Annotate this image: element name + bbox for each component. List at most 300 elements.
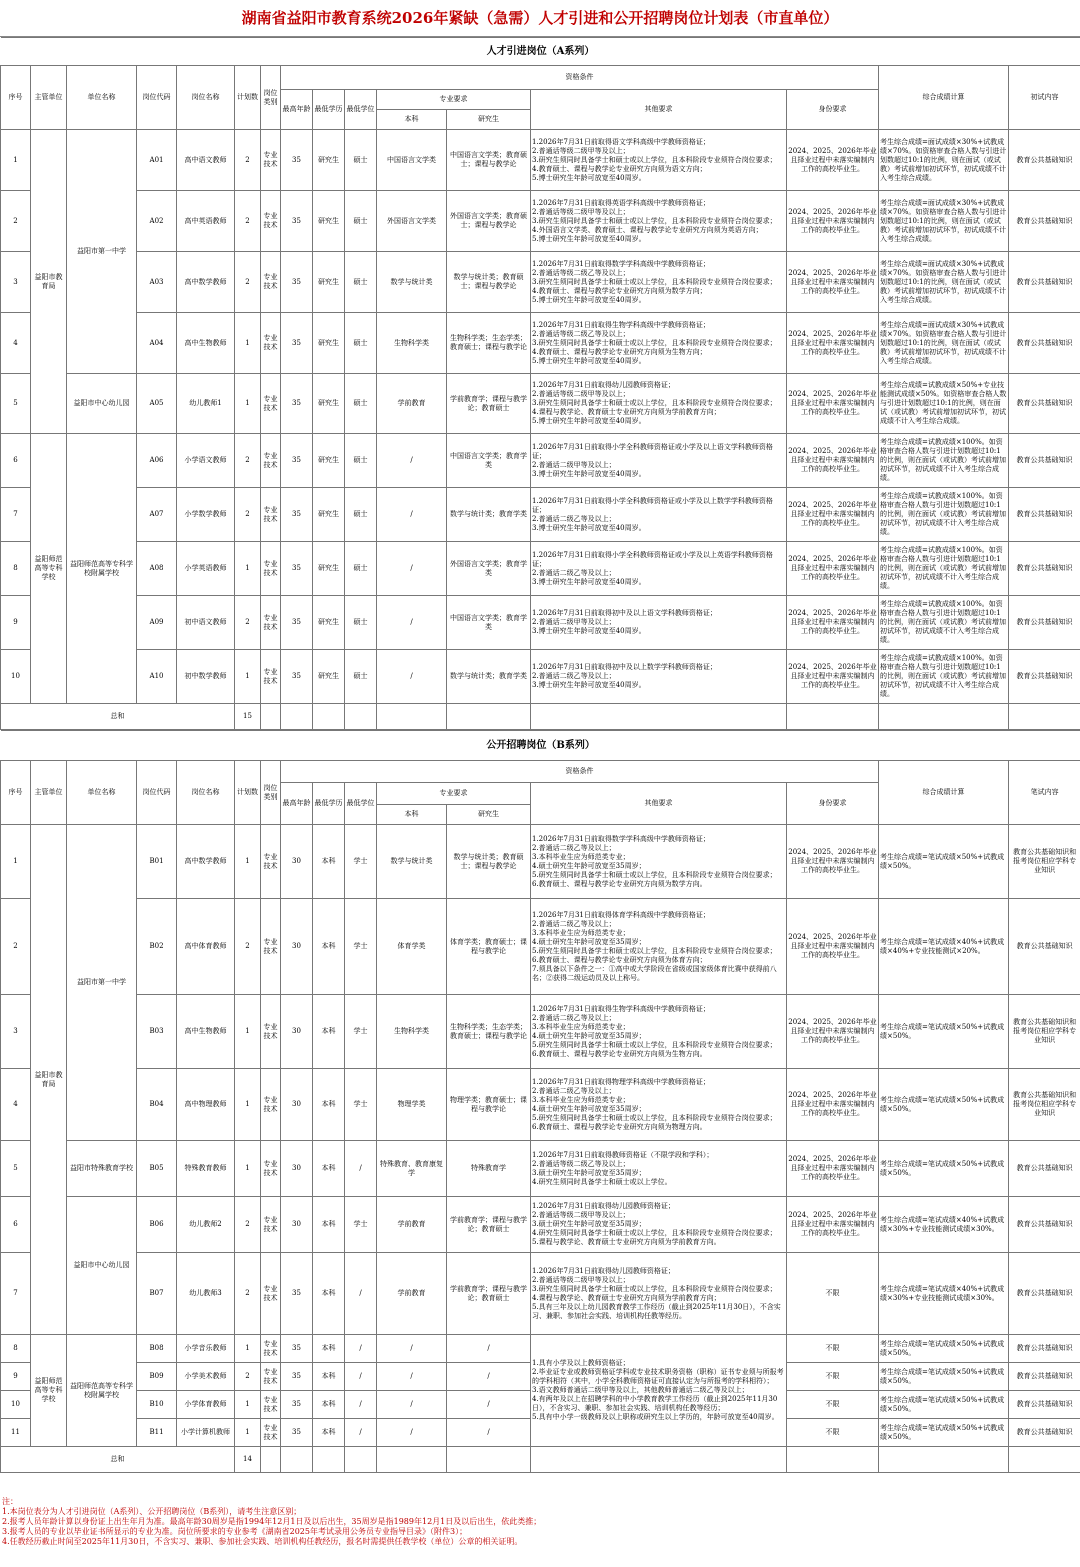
col-score: 综合成绩计算 <box>879 66 1009 130</box>
cell-score: 考生综合成绩=试教成绩×100%。如资格审查合格人数与引进计划数超过10:1的比例，则在面试（或试教）考试前增加初试环节，初试成绩不计入考生综合成绩。 <box>879 596 1009 650</box>
cell-bachelor: / <box>377 488 447 542</box>
cell-seq: 1 <box>1 825 31 899</box>
cell-type: 专业技术 <box>261 1253 281 1335</box>
cell-seq: 5 <box>1 1141 31 1197</box>
cell-identity: 2024、2025、2026年毕业且择业过程中未落实编制内工作的高校毕业生。 <box>787 488 879 542</box>
cell-grad: 物理学类；教育硕士；课程与教学论 <box>447 1069 531 1141</box>
cell-age: 30 <box>281 1069 313 1141</box>
cell-age: 35 <box>281 252 313 313</box>
col-name: 岗位名称 <box>177 66 235 130</box>
cell-unit: 益阳师范高等专科学校附属学校 <box>67 1335 137 1447</box>
table-row <box>1 191 1080 252</box>
cell-name: 幼儿教师3 <box>177 1253 235 1335</box>
cell-identity: 2024、2025、2026年毕业且择业过程中未落实编制内工作的高校毕业生。 <box>787 995 879 1069</box>
cell-score: 考生综合成绩=试教成绩×100%。如资格审查合格人数与引进计划数超过10:1的比例，则在面试（或试教）考试前增加初试环节，初试成绩不计入考生综合成绩。 <box>879 650 1009 704</box>
col-identity: 身份要求 <box>787 783 879 825</box>
cell-type: 专业技术 <box>261 596 281 650</box>
cell-name: 小学音乐教师 <box>177 1335 235 1363</box>
cell-score: 考生综合成绩=笔试成绩×40%+试教成绩×30%+专业技能测试成绩×30%。 <box>879 1253 1009 1335</box>
cell-other: 1.2026年7月31日前取得教师资格证（不限学段和学科）； 2.普通话等级二级乙等及以上； 3.硕士研究生年龄可放宽至35周岁； 4.研究生须同时具备学士和硕士或以上学位。 <box>531 1141 787 1197</box>
cell-unit: 益阳市中心幼儿园 <box>67 374 137 434</box>
cell-score: 考生综合成绩=面试成绩×30%+试教成绩×70%。如资格审查合格人数与引进计划数超过10:1的比例，则在面试（或试教）考试前增加初试环节，初试成绩不计入考生综合成绩。 <box>879 130 1009 191</box>
cell-identity: 2024、2025、2026年毕业且择业过程中未落实编制内工作的高校毕业生。 <box>787 1069 879 1141</box>
cell-name: 高中语文教师 <box>177 130 235 191</box>
cell-dept: 益阳师范高等专科学校 <box>31 434 67 704</box>
cell-grad: 数学与统计类；教育硕士；课程与教学论 <box>447 252 531 313</box>
table-row <box>1 995 1080 1069</box>
cell-plan: 2 <box>235 596 261 650</box>
cell-edu: 本科 <box>313 1363 345 1391</box>
cell-grad: / <box>447 1335 531 1363</box>
cell-degree: 学士 <box>345 825 377 899</box>
cell-bachelor: / <box>377 542 447 596</box>
cell-score: 考生综合成绩=面试成绩×30%+试教成绩×70%。如资格审查合格人数与引进计划数超过10:1的比例，则在面试（或试教）考试前增加初试环节，初试成绩不计入考生综合成绩。 <box>879 191 1009 252</box>
cell-code: B09 <box>137 1363 177 1391</box>
cell-name: 高中生物教师 <box>177 995 235 1069</box>
cell-seq: 2 <box>1 191 31 252</box>
col-unit: 单位名称 <box>67 66 137 130</box>
col-unit: 单位名称 <box>67 761 137 825</box>
empty-cell <box>879 1447 1009 1473</box>
cell-exam: 教育公共基础知识 <box>1009 650 1080 704</box>
col-grad: 研究生 <box>447 110 531 130</box>
cell-name: 幼儿教师2 <box>177 1197 235 1253</box>
empty-cell <box>787 1447 879 1473</box>
cell-identity: 2024、2025、2026年毕业且择业过程中未落实编制内工作的高校毕业生。 <box>787 313 879 374</box>
cell-unit: 益阳市第一中学 <box>67 130 137 374</box>
cell-other: 1.2026年7月31日前取得初中及以上数学学科教师资格证； 2.普通话二级乙等及以上； 3.博士研究生年龄可放宽至40周岁。 <box>531 650 787 704</box>
cell-seq: 8 <box>1 542 31 596</box>
cell-score: 考生综合成绩=试教成绩×50%+专业技能测试成绩×50%。如资格审查合格人数与引进计划数超过10:1的比例，则在面试（或试教）考试前增加初试环节，初试成绩不计入考生综合成绩。 <box>879 374 1009 434</box>
cell-exam: 教育公共基础知识 <box>1009 596 1080 650</box>
table-row <box>1 313 1080 374</box>
cell-identity: 2024、2025、2026年毕业且择业过程中未落实编制内工作的高校毕业生。 <box>787 596 879 650</box>
cell-type: 专业技术 <box>261 1141 281 1197</box>
cell-score: 考生综合成绩=笔试成绩×50%+试教成绩×50%。 <box>879 995 1009 1069</box>
cell-grad: 数学与统计类；教育学类 <box>447 650 531 704</box>
cell-exam: 教育公共基础知识 <box>1009 1419 1080 1447</box>
cell-degree: 学士 <box>345 995 377 1069</box>
cell-plan: 2 <box>235 899 261 995</box>
cell-exam: 教育公共基础知识 <box>1009 1197 1080 1253</box>
cell-score: 考生综合成绩=笔试成绩×40%+试教成绩×40%+专业技能测试×20%。 <box>879 899 1009 995</box>
cell-seq: 11 <box>1 1419 31 1447</box>
empty-cell <box>281 704 313 730</box>
cell-identity: 2024、2025、2026年毕业且择业过程中未落实编制内工作的高校毕业生。 <box>787 650 879 704</box>
cell-identity: 2024、2025、2026年毕业且择业过程中未落实编制内工作的高校毕业生。 <box>787 1141 879 1197</box>
empty-cell <box>281 1447 313 1473</box>
cell-plan: 1 <box>235 1419 261 1447</box>
cell-bachelor: 生物科学类 <box>377 313 447 374</box>
col-exam: 笔试内容 <box>1009 761 1080 825</box>
cell-grad: / <box>447 1391 531 1419</box>
cell-type: 专业技术 <box>261 374 281 434</box>
cell-code: B03 <box>137 995 177 1069</box>
cell-degree: / <box>345 1253 377 1335</box>
cell-other: 1.2026年7月31日前取得数学学科高级中学教师资格证； 2.普通话二级乙等及以上； 3.本科毕业生应为师范类专业； 4.硕士研究生年龄可放宽至35周岁； 5.研究生须同时具备学士和硕士或以上学位，且本科阶段专业须符合岗位要求； 6.教育硕士、课程与教学论专业研究方向须为数学方向。 <box>531 825 787 899</box>
cell-other: 1.2026年7月31日前取得数学学科高级中学教师资格证； 2.普通话等级二级乙等及以上； 3.研究生须同时具备学士和硕士或以上学位，且本科阶段专业须符合岗位要求； 4.教育硕士、课程与教学论专业研究方向须为数学方向； 5.博士研究生年龄可放宽至40周岁。 <box>531 252 787 313</box>
cell-score: 考生综合成绩=面试成绩×30%+试教成绩×70%。如资格审查合格人数与引进计划数超过10:1的比例，则在面试（或试教）考试前增加初试环节，初试成绩不计入考生综合成绩。 <box>879 252 1009 313</box>
cell-name: 高中物理教师 <box>177 1069 235 1141</box>
cell-seq: 1 <box>1 130 31 191</box>
cell-score: 考生综合成绩=试教成绩×100%。如资格审查合格人数与引进计划数超过10:1的比例，则在面试（或试教）考试前增加初试环节，初试成绩不计入考生综合成绩。 <box>879 542 1009 596</box>
cell-unit: 益阳师范高等专科学校附属学校 <box>67 434 137 704</box>
table-b-series <box>0 730 1080 1473</box>
cell-exam: 教育公共基础知识 <box>1009 1335 1080 1363</box>
empty-cell <box>787 704 879 730</box>
cell-identity: 2024、2025、2026年毕业且择业过程中未落实编制内工作的高校毕业生。 <box>787 825 879 899</box>
cell-bachelor: 物理学类 <box>377 1069 447 1141</box>
cell-score: 考生综合成绩=笔试成绩×50%+试教成绩×50%。 <box>879 1419 1009 1447</box>
cell-name: 高中生物教师 <box>177 313 235 374</box>
cell-identity: 2024、2025、2026年毕业且择业过程中未落实编制内工作的高校毕业生。 <box>787 899 879 995</box>
cell-edu: 本科 <box>313 995 345 1069</box>
cell-plan: 2 <box>235 1253 261 1335</box>
cell-name: 高中体育教师 <box>177 899 235 995</box>
cell-type: 专业技术 <box>261 1419 281 1447</box>
cell-grad: 特殊教育学 <box>447 1141 531 1197</box>
table-row <box>1 825 1080 899</box>
cell-grad: / <box>447 1419 531 1447</box>
cell-plan: 1 <box>235 1335 261 1363</box>
cell-type: 专业技术 <box>261 130 281 191</box>
cell-identity: 2024、2025、2026年毕业且择业过程中未落实编制内工作的高校毕业生。 <box>787 374 879 434</box>
col-dept: 主管单位 <box>31 66 67 130</box>
cell-exam: 教育公共基础知识 <box>1009 1363 1080 1391</box>
cell-grad: 数学与统计类；教育学类 <box>447 488 531 542</box>
cell-exam: 教育公共基础知识 <box>1009 374 1080 434</box>
cell-code: A05 <box>137 374 177 434</box>
cell-type: 专业技术 <box>261 191 281 252</box>
empty-cell <box>531 704 787 730</box>
col-major: 专业要求 <box>377 783 531 805</box>
cell-score: 考生综合成绩=笔试成绩×50%+试教成绩×50%。 <box>879 1391 1009 1419</box>
empty-cell <box>447 1447 531 1473</box>
cell-score: 考生综合成绩=笔试成绩×50%+试教成绩×50%。 <box>879 1335 1009 1363</box>
cell-code: A04 <box>137 313 177 374</box>
cell-grad: 中国语言文学类；教育硕士；课程与教学论 <box>447 130 531 191</box>
cell-code: B06 <box>137 1197 177 1253</box>
col-grad: 研究生 <box>447 805 531 825</box>
empty-cell <box>879 704 1009 730</box>
cell-edu: 研究生 <box>313 542 345 596</box>
cell-seq: 5 <box>1 374 31 434</box>
cell-seq: 6 <box>1 434 31 488</box>
cell-code: A08 <box>137 542 177 596</box>
cell-exam: 教育公共基础知识 <box>1009 252 1080 313</box>
cell-other: 1.2026年7月31日前取得物理学科高级中学教师资格证； 2.普通话二级乙等及以上； 3.本科毕业生应为师范类专业； 4.硕士研究生年龄可放宽至35周岁； 5.研究生须同时具备学士和硕士或以上学位，且本科阶段专业须符合岗位要求； 6.教育硕士、课程与教学论专业研究方向须为物理方向。 <box>531 1069 787 1141</box>
total-row <box>1 1447 1080 1473</box>
col-exam: 初试内容 <box>1009 66 1080 130</box>
cell-exam: 教育公共基础知识 <box>1009 899 1080 995</box>
cell-type: 专业技术 <box>261 650 281 704</box>
cell-age: 35 <box>281 434 313 488</box>
cell-plan: 1 <box>235 1069 261 1141</box>
cell-type: 专业技术 <box>261 1069 281 1141</box>
table-row <box>1 1069 1080 1141</box>
cell-grad: 中国语言文学类；教育学类 <box>447 596 531 650</box>
cell-type: 专业技术 <box>261 1335 281 1363</box>
cell-bachelor: 外国语言文学类 <box>377 191 447 252</box>
cell-code: A09 <box>137 596 177 650</box>
cell-name: 初中数学教师 <box>177 650 235 704</box>
cell-dept: 益阳市教育局 <box>31 825 67 1335</box>
cell-other: 1.2026年7月31日前取得小学全科教师资格证或小学及以上数学学科教师资格证； 2.普通话二级乙等及以上； 3.博士研究生年龄可放宽至40周岁。 <box>531 488 787 542</box>
cell-degree: / <box>345 1419 377 1447</box>
cell-edu: 本科 <box>313 1419 345 1447</box>
cell-exam: 教育公共基础知识和报考岗位相应学科专业知识 <box>1009 1069 1080 1141</box>
cell-seq: 9 <box>1 1363 31 1391</box>
empty-cell <box>313 1447 345 1473</box>
col-score: 综合成绩计算 <box>879 761 1009 825</box>
cell-edu: 研究生 <box>313 650 345 704</box>
col-seq: 序号 <box>1 761 31 825</box>
cell-age: 35 <box>281 191 313 252</box>
empty-cell <box>261 1447 281 1473</box>
total-plan: 14 <box>235 1447 261 1473</box>
cell-other: 1.2026年7月31日前取得小学全科教师资格证或小学及以上英语学科教师资格证； 2.普通话二级乙等及以上； 3.博士研究生年龄可放宽至40周岁。 <box>531 542 787 596</box>
cell-score: 考生综合成绩=面试成绩×30%+试教成绩×70%。如资格审查合格人数与引进计划数超过10:1的比例，则在面试（或试教）考试前增加初试环节，初试成绩不计入考生综合成绩。 <box>879 313 1009 374</box>
table-row <box>1 650 1080 704</box>
col-dept: 主管单位 <box>31 761 67 825</box>
cell-code: A06 <box>137 434 177 488</box>
cell-degree: / <box>345 1391 377 1419</box>
cell-exam: 教育公共基础知识 <box>1009 434 1080 488</box>
cell-bachelor: 学前教育 <box>377 1197 447 1253</box>
cell-edu: 本科 <box>313 1253 345 1335</box>
cell-name: 幼儿教师1 <box>177 374 235 434</box>
col-type: 岗位类别 <box>261 761 281 825</box>
cell-bachelor: / <box>377 650 447 704</box>
cell-bachelor: / <box>377 434 447 488</box>
cell-grad: 学前教育学；课程与教学论；教育硕士 <box>447 1197 531 1253</box>
empty-cell <box>345 1447 377 1473</box>
cell-edu: 研究生 <box>313 596 345 650</box>
col-edu: 最低学历 <box>313 783 345 825</box>
section-a-title: 人才引进岗位（A系列） <box>1 38 1080 66</box>
cell-age: 35 <box>281 313 313 374</box>
note-line: 1.本岗位表分为人才引进岗位（A系列）、公开招聘岗位（B系列），请考生注意区别； <box>2 1507 302 1516</box>
cell-code: B11 <box>137 1419 177 1447</box>
cell-name: 小学英语教师 <box>177 542 235 596</box>
cell-name: 小学计算机教师 <box>177 1419 235 1447</box>
cell-score: 考生综合成绩=笔试成绩×40%+试教成绩×30%+专业技能测试成绩×30%。 <box>879 1197 1009 1253</box>
cell-grad: 生物科学类；生态学类；教育硕士；课程与教学论 <box>447 995 531 1069</box>
cell-grad: / <box>447 1363 531 1391</box>
cell-seq: 4 <box>1 313 31 374</box>
cell-seq: 3 <box>1 252 31 313</box>
cell-degree: / <box>345 1363 377 1391</box>
cell-seq: 7 <box>1 1253 31 1335</box>
col-code: 岗位代码 <box>137 761 177 825</box>
cell-type: 专业技术 <box>261 1363 281 1391</box>
cell-plan: 1 <box>235 1141 261 1197</box>
table-row <box>1 596 1080 650</box>
cell-bachelor: 数学与统计类 <box>377 252 447 313</box>
cell-score: 考生综合成绩=试教成绩×100%。如资格审查合格人数与引进计划数超过10:1的比例，则在面试（或试教）考试前增加初试环节，初试成绩不计入考生综合成绩。 <box>879 488 1009 542</box>
cell-type: 专业技术 <box>261 488 281 542</box>
cell-edu: 本科 <box>313 899 345 995</box>
cell-degree: 硕士 <box>345 488 377 542</box>
cell-bachelor: 学前教育 <box>377 1253 447 1335</box>
cell-exam: 教育公共基础知识 <box>1009 1391 1080 1419</box>
cell-edu: 研究生 <box>313 130 345 191</box>
cell-bachelor: 生物科学类 <box>377 995 447 1069</box>
cell-age: 35 <box>281 596 313 650</box>
cell-plan: 2 <box>235 488 261 542</box>
cell-age: 30 <box>281 825 313 899</box>
cell-other: 1.2026年7月31日前取得小学全科教师资格证或小学及以上语文学科教师资格证； 2.普通话二级甲等及以上； 3.博士研究生年龄可放宽至40周岁。 <box>531 434 787 488</box>
cell-plan: 2 <box>235 130 261 191</box>
cell-seq: 2 <box>1 899 31 995</box>
cell-exam: 教育公共基础知识和报考岗位相应学科专业知识 <box>1009 995 1080 1069</box>
cell-degree: 学士 <box>345 1197 377 1253</box>
cell-exam: 教育公共基础知识 <box>1009 313 1080 374</box>
cell-type: 专业技术 <box>261 995 281 1069</box>
empty-cell <box>261 704 281 730</box>
col-plan: 计划数 <box>235 761 261 825</box>
cell-code: A01 <box>137 130 177 191</box>
cell-seq: 4 <box>1 1069 31 1141</box>
cell-age: 35 <box>281 542 313 596</box>
cell-score: 考生综合成绩=笔试成绩×50%+试教成绩×50%。 <box>879 1069 1009 1141</box>
cell-age: 35 <box>281 374 313 434</box>
empty-cell <box>377 704 447 730</box>
note-line: 3.报考人员的专业以毕业证书所显示的专业为准。岗位所要求的专业参考《湖南省2025年考试录用公务员专业指导目录》（附件3）； <box>2 1527 468 1536</box>
col-qual: 资格条件 <box>281 761 879 783</box>
cell-type: 专业技术 <box>261 1197 281 1253</box>
cell-identity: 不限 <box>787 1335 879 1363</box>
cell-grad: 学前教育学；课程与教学论；教育硕士 <box>447 374 531 434</box>
cell-identity: 不限 <box>787 1419 879 1447</box>
table-row <box>1 130 1080 191</box>
cell-exam: 教育公共基础知识 <box>1009 1141 1080 1197</box>
cell-grad: 数学与统计类；教育硕士；课程与教学论 <box>447 825 531 899</box>
cell-grad: 学前教育学；课程与教学论；教育硕士 <box>447 1253 531 1335</box>
cell-plan: 1 <box>235 825 261 899</box>
cell-other: 1.2026年7月31日前取得体育学科高级中学教师资格证； 2.普通话二级乙等及以上； 3.本科毕业生应为师范类专业； 4.硕士研究生年龄可放宽至35周岁； 5.研究生须同时具备学士和硕士或以上学位，且本科阶段专业须符合岗位要求； 6.教育硕士、课程与教学论专业研究方向须为体育方向； 7.须具备以下条件之一：①高中或大学阶段在省级或国家级体育比赛中获得前八名；②获得二级运动员及以上称号。 <box>531 899 787 995</box>
col-edu: 最低学历 <box>313 90 345 130</box>
cell-exam: 教育公共基础知识和报考岗位相应学科专业知识 <box>1009 825 1080 899</box>
col-age: 最高年龄 <box>281 783 313 825</box>
cell-identity: 2024、2025、2026年毕业且择业过程中未落实编制内工作的高校毕业生。 <box>787 252 879 313</box>
cell-age: 35 <box>281 1253 313 1335</box>
note-line: 4.任教经历截止时间至2025年11月30日，不含实习、兼职、参加社会实践、培训机构任教经历，报名时需提供任教学校（单位）公章的相关证明。 <box>2 1537 523 1546</box>
cell-exam: 教育公共基础知识 <box>1009 488 1080 542</box>
cell-plan: 2 <box>235 1197 261 1253</box>
cell-exam: 教育公共基础知识 <box>1009 1253 1080 1335</box>
cell-plan: 1 <box>235 313 261 374</box>
cell-age: 35 <box>281 1335 313 1363</box>
cell-degree: 硕士 <box>345 542 377 596</box>
cell-score: 考生综合成绩=试教成绩×100%。如资格审查合格人数与引进计划数超过10:1的比例，则在面试（或试教）考试前增加初试环节，初试成绩不计入考生综合成绩。 <box>879 434 1009 488</box>
cell-identity: 不限 <box>787 1253 879 1335</box>
cell-degree: 硕士 <box>345 650 377 704</box>
cell-identity: 2024、2025、2026年毕业且择业过程中未落实编制内工作的高校毕业生。 <box>787 542 879 596</box>
cell-grad: 体育学类；教育硕士；课程与教学论 <box>447 899 531 995</box>
cell-grad: 中国语言文学类；教育学类 <box>447 434 531 488</box>
table-row <box>1 252 1080 313</box>
cell-degree: / <box>345 1141 377 1197</box>
cell-code: B02 <box>137 899 177 995</box>
cell-code: B01 <box>137 825 177 899</box>
cell-seq: 6 <box>1 1197 31 1253</box>
cell-age: 30 <box>281 1141 313 1197</box>
cell-code: B08 <box>137 1335 177 1363</box>
cell-degree: / <box>345 1335 377 1363</box>
cell-type: 专业技术 <box>261 542 281 596</box>
cell-type: 专业技术 <box>261 899 281 995</box>
cell-other: 1.具有小学及以上教师资格证； 2.毕业证专业或教师资格证学科或专业技术职务资格（职称）证书专业须与所报考的学科相符（其中，小学全科教师资格证可直接认定为与所报考的学科相符）； 3.语文教师普通话二级甲等及以上，其他教师普通话二级乙等及以上； 4.有两年及以上在招聘学科的中小学教育教学工作经历（截止到2025年11月30日），不含实习、兼职、参加社会实践、培训机构任教等经历； 5.具有中小学一级教师及以上职称或研究生以上学历的，年龄可放宽至40周岁。 <box>531 1335 787 1447</box>
col-major: 专业要求 <box>377 90 531 110</box>
note-line: 注： <box>2 1497 18 1506</box>
note-line: 2.报考人员年龄计算以身份证上出生年月为准。最高年龄30周岁是指1994年12月1日及以后出生，35周岁是指1989年12月1日及以后出生，依此类推； <box>2 1517 542 1526</box>
cell-code: B10 <box>137 1391 177 1419</box>
cell-edu: 本科 <box>313 1197 345 1253</box>
cell-plan: 2 <box>235 191 261 252</box>
cell-type: 专业技术 <box>261 252 281 313</box>
cell-other: 1.2026年7月31日前取得幼儿园教师资格证； 2.普通话等级二级甲等及以上； 3.硕士研究生年龄可放宽至35周岁； 4.研究生须同时具备学士和硕士或以上学位，且本科阶段专业须符合岗位要求； 5.课程与教学论、教育硕士专业研究方向须为学前教育方向。 <box>531 1197 787 1253</box>
cell-degree: 硕士 <box>345 374 377 434</box>
cell-edu: 研究生 <box>313 434 345 488</box>
table-row <box>1 434 1080 488</box>
cell-edu: 本科 <box>313 1335 345 1363</box>
section-b-title: 公开招聘岗位（B系列） <box>1 731 1080 761</box>
cell-plan: 2 <box>235 1363 261 1391</box>
cell-exam: 教育公共基础知识 <box>1009 130 1080 191</box>
document-title: 湖南省益阳市教育系统2026年紧缺（急需）人才引进和公开招聘岗位计划表（市直单位） <box>0 0 1080 37</box>
col-degree: 最低学位 <box>345 90 377 130</box>
cell-plan: 2 <box>235 252 261 313</box>
table-row <box>1 1335 1080 1363</box>
cell-type: 专业技术 <box>261 434 281 488</box>
cell-other: 1.2026年7月31日前取得初中及以上语文学科教师资格证； 2.普通话二级甲等及以上； 3.博士研究生年龄可放宽至40周岁。 <box>531 596 787 650</box>
cell-bachelor: / <box>377 1363 447 1391</box>
total-row <box>1 704 1080 730</box>
cell-other: 1.2026年7月31日前取得英语学科高级中学教师资格证； 2.普通话等级二级甲等及以上； 3.研究生须同时具备学士和硕士或以上学位，且本科阶段专业须符合岗位要求； 4.外国语言文学类、教育硕士、课程与教学论专业研究方向须为英语方向； 5.博士研究生年龄可放宽至40周岁。 <box>531 191 787 252</box>
cell-identity: 2024、2025、2026年毕业且择业过程中未落实编制内工作的高校毕业生。 <box>787 130 879 191</box>
table-row <box>1 899 1080 995</box>
cell-edu: 研究生 <box>313 488 345 542</box>
cell-name: 小学美术教师 <box>177 1363 235 1391</box>
table-row <box>1 542 1080 596</box>
cell-score: 考生综合成绩=笔试成绩×50%+试教成绩×50%。 <box>879 1141 1009 1197</box>
cell-plan: 1 <box>235 995 261 1069</box>
cell-identity: 不限 <box>787 1363 879 1391</box>
table-row <box>1 1141 1080 1197</box>
cell-degree: 硕士 <box>345 130 377 191</box>
cell-seq: 10 <box>1 650 31 704</box>
cell-bachelor: 特殊教育、教育康复学 <box>377 1141 447 1197</box>
cell-age: 35 <box>281 130 313 191</box>
cell-edu: 本科 <box>313 825 345 899</box>
cell-age: 30 <box>281 899 313 995</box>
empty-cell <box>447 704 531 730</box>
cell-edu: 本科 <box>313 1391 345 1419</box>
cell-plan: 1 <box>235 374 261 434</box>
empty-cell <box>1009 1447 1080 1473</box>
cell-score: 考生综合成绩=笔试成绩×50%+试教成绩×50%。 <box>879 1363 1009 1391</box>
cell-name: 小学语文教师 <box>177 434 235 488</box>
cell-edu: 研究生 <box>313 374 345 434</box>
cell-code: B07 <box>137 1253 177 1335</box>
total-label: 总和 <box>1 704 235 730</box>
cell-exam: 教育公共基础知识 <box>1009 191 1080 252</box>
col-other: 其他要求 <box>531 90 787 130</box>
cell-identity: 2024、2025、2026年毕业且择业过程中未落实编制内工作的高校毕业生。 <box>787 1197 879 1253</box>
cell-grad: 生物科学类；生态学类；教育硕士；课程与教学论 <box>447 313 531 374</box>
cell-bachelor: 学前教育 <box>377 374 447 434</box>
